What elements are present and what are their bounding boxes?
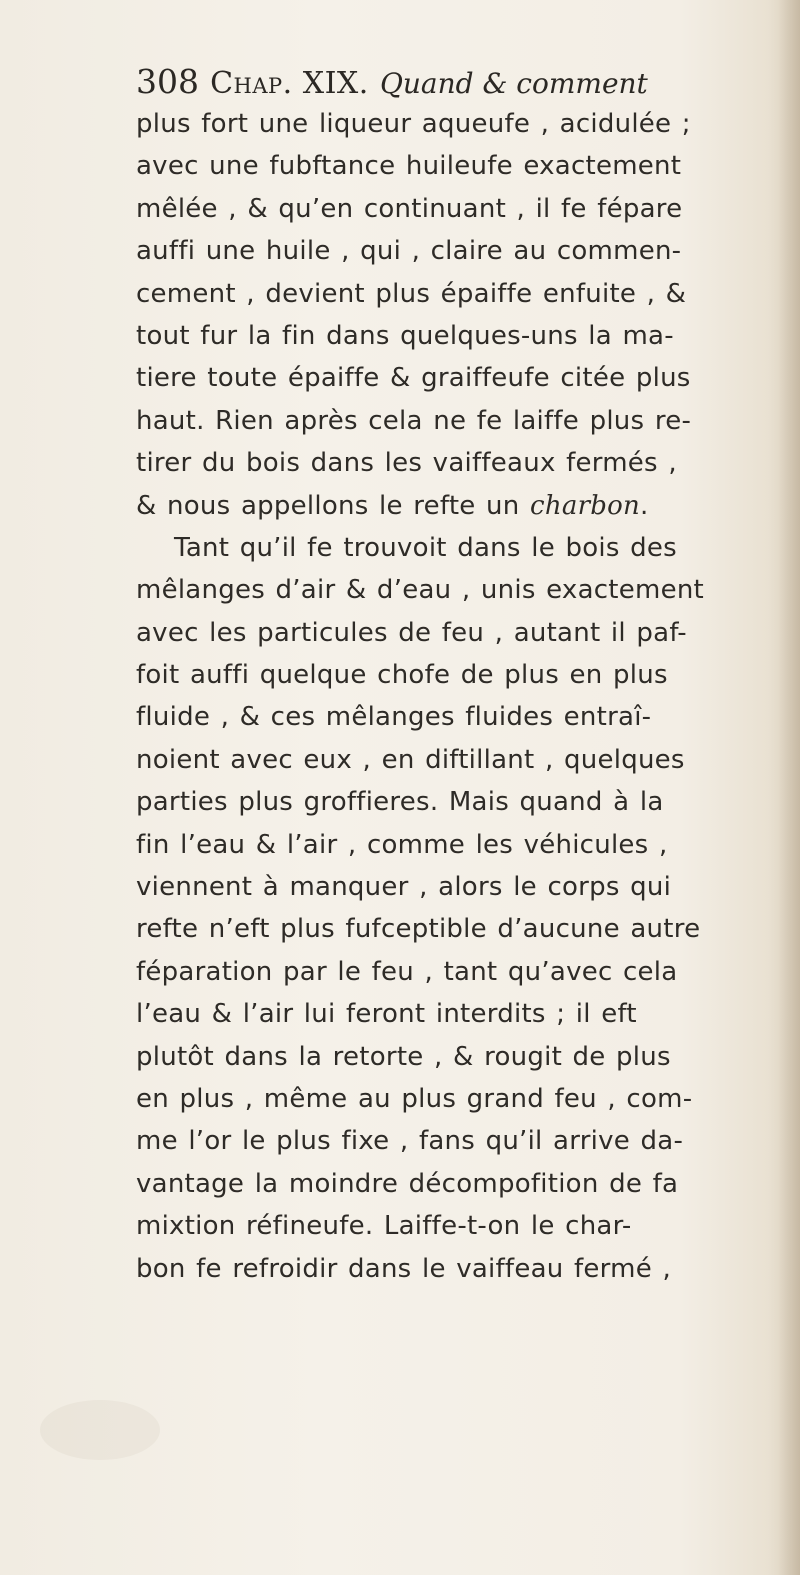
text-line: plutôt dans la retorte , & rougit de plus <box>136 1041 671 1072</box>
text-line: en plus , même au plus grand feu , com- <box>136 1083 693 1114</box>
text-line: avec une fubftance huileufe exactement <box>136 151 682 182</box>
text-line: me l’or le plus fixe , fans qu’il arrive da- <box>136 1126 684 1157</box>
chapter-topic: Quand & comment <box>379 67 648 100</box>
text-line: viennent à manquer , alors le corps qui <box>136 872 672 903</box>
text-line: mêlée , & qu’en continuant , il fe fépare <box>136 193 683 224</box>
italic-term: charbon <box>530 490 641 521</box>
text-line: refte n’eft plus fufceptible d’aucune autre <box>136 914 701 945</box>
text-line: foit auffi quelque chofe de plus en plus <box>136 660 668 691</box>
text-line: l’eau & l’air lui feront interdits ; il eft <box>136 999 637 1030</box>
text-line: tirer du bois dans les vaiffeaux fermés , <box>136 448 677 479</box>
text-line: cement , devient plus épaiffe enfuite , & <box>136 278 687 309</box>
text-line: vantage la moindre décompofition de fa <box>136 1168 679 1199</box>
text-line: fluide , & ces mêlanges fluides entraî- <box>136 702 652 733</box>
text-line: parties plus groffieres. Mais quand à la <box>136 787 664 818</box>
text-line: mixtion réfineufe. Laiffe-t-on le char- <box>136 1211 632 1242</box>
text-line: fin l’eau & l’air , comme les véhicules , <box>136 829 668 860</box>
line-punctuation: . <box>640 490 649 521</box>
text-line: auffi une huile , qui , claire au commen- <box>136 236 682 267</box>
text-line: bon fe refroidir dans le vaiffeau fermé , <box>136 1253 671 1284</box>
line-text: & nous appellons le refte un <box>136 490 531 521</box>
text-line: tout fur la fin dans quelques-uns la ma- <box>136 320 674 351</box>
paper-stain <box>40 1400 160 1460</box>
paragraph-first-line: Tant qu’il fe trouvoit dans le bois des <box>174 532 677 563</box>
running-header <box>136 62 776 106</box>
text-line: plus fort une liqueur aqueufe , acidulée ; <box>136 109 691 139</box>
body-text <box>136 103 784 1290</box>
text-line: noient avec eux , en diftillant , quelques <box>136 744 685 775</box>
text-line: avec les particules de feu , autant il paf- <box>136 617 687 648</box>
chapter-heading: Chap. XIX. <box>210 66 369 101</box>
page-number: 308 <box>136 62 199 101</box>
text-line: féparation par le feu , tant qu’avec cela <box>136 956 678 987</box>
text-line: haut. Rien après cela ne fe laiffe plus re- <box>136 405 692 436</box>
text-line: tiere toute épaiffe & graiffeufe citée plus <box>136 363 691 394</box>
text-line: mêlanges d’air & d’eau , unis exactement <box>136 575 704 606</box>
text-line <box>136 485 784 527</box>
